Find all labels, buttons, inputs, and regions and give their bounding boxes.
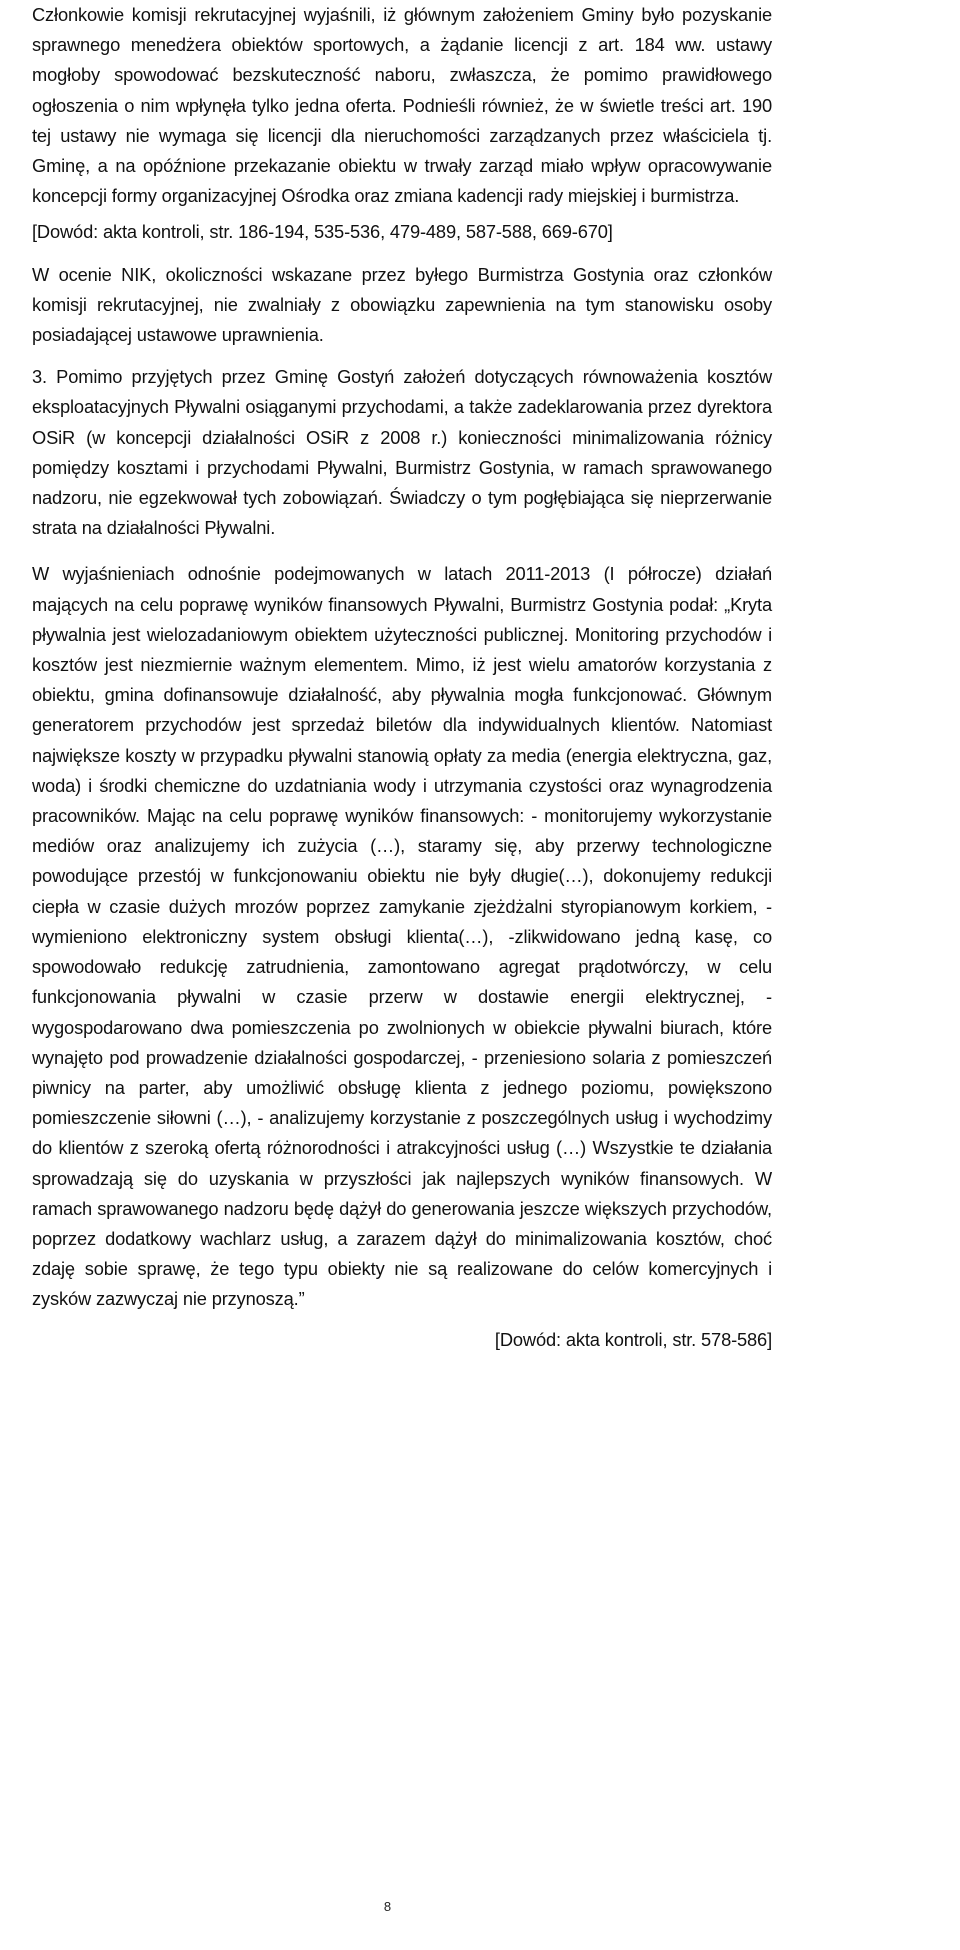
evidence-reference-2: [Dowód: akta kontroli, str. 578-586] (494, 1328, 772, 1350)
document-body (32, 0, 772, 1355)
paragraph-nik-assessment: W ocenie NIK, okoliczności wskazane przez byłego Burmistrza Gostynia oraz członków komisji rekrutacyjnej, nie zwalniały z obowiązku zapewnienia na tym stanowisku osoby posiadającej ustawowe uprawnienia. (32, 263, 772, 346)
evidence-reference-1: [Dowód: akta kontroli, str. 186-194, 535-536, 479-489, 587-588, 669-670] (32, 221, 613, 243)
paragraph-point-3: 3. Pomimo przyjętych przez Gminę Gostyń założeń dotyczących równoważenia kosztów eksploatacyjnych Pływalni osiąganymi przychodami, a także zadeklarowania przez dyrektora OSiR (w koncepcji działalności OSiR z 2008 r.) konieczności minimalizowania różnicy pomiędzy kosztami i przychodami Pływalni, Burmistrz Gostynia, w ramach sprawowanego nadzoru, nie egzekwował tych zobowiązań. Świadczy o tym pogłębiająca się nieprzerwanie strata na działalności Pływalni. (32, 366, 772, 539)
paragraph-mayor-explanations: W wyjaśnieniach odnośnie podejmowanych w latach 2011-2013 (I półrocze) działań mających na celu poprawę wyników finansowych Pływalni, Burmistrz Gostynia podał: „Kryta pływalnia jest wielozadaniowym obiektem użyteczności publicznej. Monitoring przychodów i kosztów jest niezmiernie ważnym elementem. Mimo, iż jest wielu amatorów korzystania z obiektu, gmina dofinansowuje działalność, aby pływalnia mogła funkcjonować. Głównym generatorem przychodów jest sprzedaż biletów dla indywidualnych klientów. Natomiast największe koszty w przypadku pływalni stanowią opłaty za media (energia elektryczna, gaz, woda) i środki chemiczne do uzdatniania wody i utrzymania czystości oraz wynagrodzenia pracowników. Mając na celu poprawę wyników finansowych: - monitorujemy wykorzystanie mediów oraz analizujemy ich zużycia (…), staramy się, aby przerwy technologiczne powodujące przestój w funkcjonowaniu obiektu nie były długie(…), dokonujemy redukcji ciepła w czasie dużych mrozów poprzez zamykanie zjeżdżalni styropianowym korkiem, - wymieniono elektroniczny system obsługi klienta(…), -zlikwidowano jedną kasę, co spowodowało redukcję zatrudnienia, zamontowano agregat prądotwórczy, w celu funkcjonowania pływalni w czasie przerw w dostawie energii elektrycznej, - wygospodarowano dwa pomieszczenia po zwolnionych w obiekcie pływalni biurach, które wynajęto pod prowadzenie działalności gospodarczej, - przeniesiono solaria z pomieszczeń piwnicy na parter, aby umożliwić obsługę klienta z jednego poziomu, powiększono pomieszczenie siłowni (…), - analizujemy korzystanie z poszczególnych usług i wychodzimy do klientów z szeroką ofertą różnorodności i atrakcyjności usług (…) Wszystkie te działania sprowadzają się do uzyskania w przyszłości jak najlepszych wyników finansowych. W ramach sprawowanego nadzoru będę dążył do generowania jeszcze większych przychodów, poprzez dodatkowy wachlarz usług, a zarazem dążył do minimalizowania kosztów, choć zdaję sobie sprawę, że tego typu obiekty nie są realizowane do celów komercyjnych i zysków zazwyczaj nie przynoszą.” (32, 563, 772, 1310)
paragraph-committee-explanation: Członkowie komisji rekrutacyjnej wyjaśnili, iż głównym założeniem Gminy było pozyskanie sprawnego menedżera obiektów sportowych, a żądanie licencji z art. 184 ww. ustawy mogłoby spowodować bezskuteczność naboru, zwłaszcza, że pomimo prawidłowego ogłoszenia o nim wpłynęła tylko jedna oferta. Podnieśli również, że w świetle treści art. 190 tej ustawy nie wymaga się licencji dla nieruchomości zarządzanych przez właściciela tj. Gminę, a na opóźnione przekazanie obiektu w trwały zarząd miało wpływ opracowywanie koncepcji formy organizacyjnej Ośrodka oraz zmiana kadencji rady miejskiej i burmistrza. (32, 4, 772, 207)
page-number: 8 (383, 1899, 392, 1914)
